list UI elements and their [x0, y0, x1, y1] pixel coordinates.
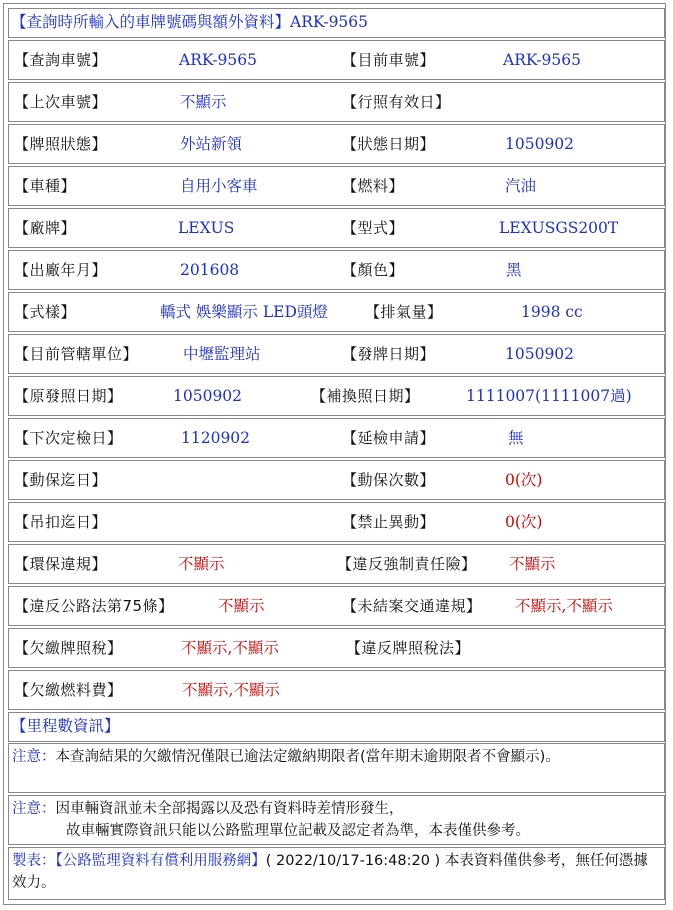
note-2-label: 注意： [12, 801, 56, 817]
row-manufacture-date [8, 250, 665, 290]
row-footer [8, 847, 665, 900]
label-issue-date: 【發牌日期】 [342, 345, 436, 363]
header-title [11, 12, 368, 32]
value-environmental-violation: 不顯示 [178, 555, 225, 573]
row-suspension [8, 502, 665, 542]
label-brand: 【廠牌】 [14, 219, 77, 237]
value-query-plate: ARK-9565 [179, 51, 257, 69]
label-manufacture-date: 【出廠年月】 [14, 261, 108, 279]
value-manufacture-date: 201608 [180, 261, 240, 279]
label-fuel: 【燃料】 [342, 177, 405, 195]
footer-time: ( 2022/10/17-16:48:20 ) [265, 853, 441, 869]
row-note-2 [8, 795, 665, 845]
label-license-valid-date: 【行照有效日】 [342, 93, 451, 111]
value-model: LEXUSGS200T [499, 219, 619, 237]
row-license-tax [8, 628, 665, 668]
footer-source: 【公路監理資料有償利用服務網】 [55, 853, 266, 869]
label-inspection-extension: 【延檢申請】 [342, 429, 436, 447]
value-color: 黑 [506, 261, 522, 279]
note-1-text: 本查詢結果的欠繳情況僅限已逾法定繳納期限者(當年期末逾期限者不會顯示)。 [55, 749, 560, 765]
row-note-1 [8, 743, 665, 793]
note-2-line-2: 故車輛實際資訊只能以公路監理單位記載及認定者為準，本表僅供參考。 [66, 823, 530, 839]
row-jurisdiction [8, 334, 665, 374]
note-2-line-1: 因車輛資訊並未全部揭露以及恐有資料時差情形發生， [55, 801, 404, 817]
label-insurance-violation: 【違反強制責任險】 [337, 555, 477, 573]
value-displacement: 1998 cc [521, 303, 583, 321]
value-transfer-ban: 0(次) [505, 513, 543, 531]
label-jurisdiction: 【目前管轄單位】 [14, 345, 139, 363]
header-plate: ARK-9565 [290, 13, 369, 31]
label-vehicle-type: 【車種】 [14, 177, 77, 195]
label-model: 【型式】 [342, 219, 405, 237]
mileage-heading: 【里程數資訊】 [11, 717, 120, 735]
value-vehicle-type: 自用小客車 [180, 177, 258, 195]
note-2 [12, 798, 660, 842]
label-unsettled-violations: 【未結案交通違規】 [342, 597, 482, 615]
row-plate-status [8, 124, 665, 164]
note-1-label: 注意： [12, 749, 56, 765]
value-unsettled-violations: 不顯示,不顯示 [515, 597, 613, 615]
value-chattel-mortgage-count: 0(次) [505, 471, 543, 489]
value-original-issue-date: 1050902 [173, 387, 243, 405]
label-plate-status: 【牌照狀態】 [14, 135, 108, 153]
row-environmental [8, 544, 665, 584]
header-title-text: 【查詢時所輸入的車牌號碼與額外資料】 [11, 13, 291, 31]
label-displacement: 【排氣量】 [365, 303, 443, 321]
value-status-date: 1050902 [505, 135, 575, 153]
row-previous-plate [8, 82, 665, 122]
label-license-tax-violation: 【違反牌照稅法】 [346, 639, 471, 657]
value-current-plate: ARK-9565 [503, 51, 581, 69]
value-plate-status: 外站新領 [180, 135, 243, 153]
label-status-date: 【狀態日期】 [342, 135, 436, 153]
row-next-inspection [8, 418, 665, 458]
label-chattel-mortgage-count: 【動保次數】 [342, 471, 436, 489]
row-vehicle-type [8, 166, 665, 206]
label-current-plate: 【目前車號】 [342, 51, 436, 69]
value-style: 轎式 娛樂顯示 LED頭燈 [160, 303, 328, 321]
value-fuel: 汽油 [505, 177, 537, 195]
label-original-issue-date: 【原發照日期】 [14, 387, 123, 405]
row-plate [8, 40, 665, 80]
value-jurisdiction: 中壢監理站 [183, 345, 261, 363]
row-highway-law [8, 586, 665, 626]
label-environmental-violation: 【環保違規】 [14, 555, 108, 573]
row-style [8, 292, 665, 332]
label-chattel-mortgage-end: 【動保迄日】 [14, 471, 108, 489]
label-transfer-ban: 【禁止異動】 [342, 513, 436, 531]
row-original-issue [8, 376, 665, 416]
footer-note [12, 850, 660, 894]
header-row [8, 8, 665, 38]
note-1 [12, 746, 660, 768]
footer-text: 本表資料僅供參考，無任何憑據效力。 [12, 853, 648, 891]
value-reissue-date: 1111007(1111007過) [466, 387, 632, 405]
value-next-inspection: 1120902 [181, 429, 251, 447]
label-color: 【顏色】 [342, 261, 405, 279]
label-reissue-date: 【補換照日期】 [311, 387, 420, 405]
value-insurance-violation: 不顯示 [509, 555, 556, 573]
label-next-inspection: 【下次定檢日】 [14, 429, 123, 447]
value-unpaid-license-tax: 不顯示,不顯示 [181, 639, 279, 657]
label-unpaid-fuel-fee: 【欠繳燃料費】 [14, 681, 123, 699]
value-highway-law-75: 不顯示 [218, 597, 265, 615]
footer-label: 製表： [12, 853, 56, 869]
row-fuel-fee [8, 670, 665, 710]
label-query-plate: 【查詢車號】 [14, 51, 108, 69]
label-unpaid-license-tax: 【欠繳牌照稅】 [14, 639, 123, 657]
value-brand: LEXUS [178, 219, 235, 237]
label-style: 【式樣】 [14, 303, 77, 321]
label-suspension-end: 【吊扣迄日】 [14, 513, 108, 531]
row-mileage [8, 712, 665, 742]
label-previous-plate: 【上次車號】 [14, 93, 108, 111]
value-previous-plate: 不顯示 [180, 93, 227, 111]
label-highway-law-75: 【違反公路法第75條】 [14, 597, 174, 615]
row-brand [8, 208, 665, 248]
value-unpaid-fuel-fee: 不顯示,不顯示 [182, 681, 280, 699]
value-issue-date: 1050902 [505, 345, 575, 363]
row-chattel-mortgage [8, 460, 665, 500]
value-inspection-extension: 無 [508, 429, 524, 447]
